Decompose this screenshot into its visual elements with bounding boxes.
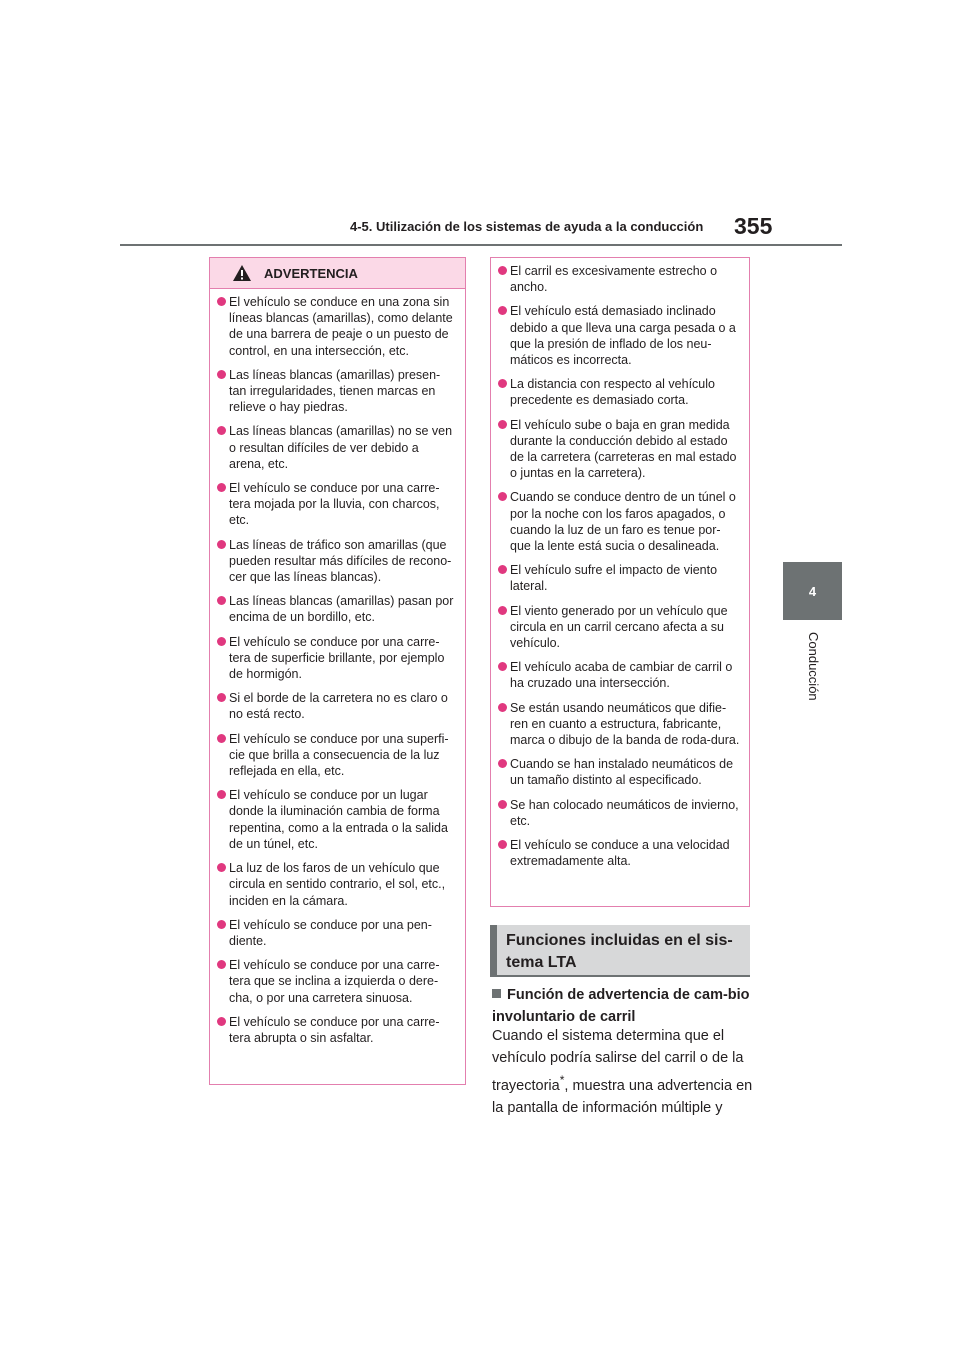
list-item-text: Se están usando neumáticos que difie-ren en cuanto a estructura, fabricante, marca o dibujo de la banda de roda-dura. [510, 700, 740, 748]
chapter-tab [783, 562, 842, 620]
section-heading: Funciones incluidas en el sis-tema LTA [506, 932, 733, 971]
bullet-icon [217, 483, 226, 492]
list-item [498, 756, 741, 788]
list-item-text: Las líneas blancas (amarillas) no se ven o resultan difíciles de ver debido a arena, etc. [229, 424, 453, 471]
section-heading-box [490, 925, 750, 976]
page-number: 355 [734, 213, 773, 239]
bullet-icon [498, 379, 507, 388]
list-item [217, 1014, 457, 1046]
warning-header [210, 258, 465, 289]
warning-title: ADVERTENCIA [264, 265, 358, 281]
list-item-text: El vehículo se conduce por una carre-tera mojada por la lluvia, con charcos, etc. [229, 481, 440, 528]
list-item-text: El vehículo se conduce por una carre-tera que se inclina a izquierda o dere-cha, o por una carretera sinuosa. [229, 958, 440, 1005]
warning-box-continued [490, 257, 750, 907]
list-item-text: El vehículo se conduce en una zona sin líneas blancas (amarillas), como delante de una barrera de peaje o un puesto de control, en una intersección, etc. [229, 295, 453, 358]
body-paragraph [492, 1025, 754, 1119]
list-item [217, 593, 457, 625]
bullet-icon [217, 693, 226, 702]
list-item [498, 263, 741, 295]
list-item [498, 797, 741, 829]
list-item [498, 837, 741, 869]
list-item-text: El vehículo sube o baja en gran medida durante la conducción debido al estado de la carretera (carreteras en mal estado o juntas en la carretera). [510, 417, 737, 481]
list-item-text: Si el borde de la carretera no es claro o no está recto. [229, 691, 448, 722]
list-item-text: Cuando se han instalado neumáticos de un tamaño distinto al especificado. [510, 757, 734, 788]
section-rule [490, 975, 750, 977]
list-item [217, 367, 457, 416]
list-item-text: El vehículo se conduce por una pen-diente. [229, 917, 432, 948]
bullet-icon [498, 266, 507, 275]
list-item-text: El vehículo se conduce por una carre-tera de superficie brillante, por ejemplo de hormigón. [229, 634, 445, 682]
list-item-text: El carril es excesivamente estrecho o ancho. [510, 264, 718, 295]
bullet-icon [498, 703, 507, 712]
subheading [492, 984, 754, 1028]
list-item-text: El vehículo acaba de cambiar de carril o ha cruzado una intersección. [510, 660, 733, 691]
bullet-icon [498, 565, 507, 574]
list-item [217, 860, 457, 909]
warning-list-continued [491, 258, 749, 870]
list-item [217, 690, 457, 722]
list-item-text: El viento generado por un vehículo que circula en un carril cercano afecta a su vehículo. [510, 603, 728, 651]
bullet-icon [498, 840, 507, 849]
list-item-text: El vehículo se conduce a una velocidad extremadamente alta. [510, 838, 730, 869]
bullet-icon [217, 920, 226, 929]
list-item [217, 731, 457, 780]
bullet-icon [498, 306, 507, 315]
bullet-icon [217, 637, 226, 646]
list-item-text: La distancia con respecto al vehículo precedente es demasiado corta. [510, 377, 715, 408]
footnote-asterisk: * [559, 1073, 565, 1087]
list-item [498, 562, 741, 594]
bullet-icon [217, 790, 226, 799]
warning-triangle-icon [232, 264, 252, 282]
bullet-icon [498, 759, 507, 768]
bullet-icon [217, 426, 226, 435]
section-title: 4-5. Utilización de los sistemas de ayuda a la conducción [350, 219, 704, 234]
bullet-icon [498, 662, 507, 671]
chapter-label: Conducción [806, 632, 821, 701]
bullet-icon [217, 863, 226, 872]
list-item [217, 917, 457, 949]
list-item-text: Se han colocado neumáticos de invierno, etc. [510, 797, 739, 828]
bullet-icon [217, 297, 226, 306]
bullet-icon [217, 960, 226, 969]
list-item-text: El vehículo se conduce por una superfi-cie que brilla a consecuencia de la luz reflejada en ella, etc. [229, 731, 449, 779]
body-text-before: Cuando el sistema determina que el vehículo podría salirse del carril o de la trayectoria [492, 1028, 744, 1094]
list-item-text: El vehículo se conduce por una carre-tera abrupta o sin asfaltar. [229, 1014, 440, 1045]
bullet-icon [217, 540, 226, 549]
list-item [217, 787, 457, 852]
list-item-text: La luz de los faros de un vehículo que circula en sentido contrario, el sol, etc., inciden en la cámara. [229, 861, 446, 908]
list-item [217, 537, 457, 586]
bullet-icon [217, 596, 226, 605]
list-item-text: Las líneas de tráfico son amarillas (que pueden resultar más difíciles de recono-cer que las líneas blancas). [229, 537, 452, 585]
header-rule [120, 244, 842, 246]
warning-list [210, 289, 465, 1046]
list-item [498, 303, 741, 368]
list-item [217, 294, 457, 359]
list-item [217, 634, 457, 683]
list-item [498, 603, 741, 652]
list-item-text: El vehículo se conduce por un lugar donde la iluminación cambia de forma repentina, como a la entrada o la salida de un túnel, etc. [229, 788, 448, 851]
bullet-icon [498, 492, 507, 501]
list-item-text: Las líneas blancas (amarillas) presen-tan irregularidades, tienen marcas en relieve o hay piedras. [229, 367, 441, 415]
list-item-text: El vehículo sufre el impacto de viento lateral. [510, 563, 718, 594]
square-bullet-icon [492, 989, 501, 998]
bullet-icon [498, 606, 507, 615]
list-item [217, 957, 457, 1006]
list-item-text: Las líneas blancas (amarillas) pasan por encima de un bordillo, etc. [229, 594, 454, 625]
list-item-text: El vehículo está demasiado inclinado debido a que lleva una carga pesada o a que la presión de inflado de los neu-máticos es incorrecta. [510, 304, 736, 368]
bullet-icon [217, 1017, 226, 1026]
list-item [498, 417, 741, 482]
list-item [498, 376, 741, 408]
list-item [217, 423, 457, 472]
warning-box [209, 257, 466, 1085]
bullet-icon [498, 420, 507, 429]
list-item [498, 659, 741, 691]
body-text-after: , muestra una advertencia en la pantalla de información múltiple y [492, 1077, 753, 1116]
list-item-text: Cuando se conduce dentro de un túnel o por la noche con los faros apagados, o cuando la luz de un faro es tenue por-que la lente está sucia o desalineada. [510, 490, 736, 554]
bullet-icon [498, 800, 507, 809]
bullet-icon [217, 370, 226, 379]
list-item [498, 700, 741, 749]
list-item [217, 480, 457, 529]
chapter-number: 4 [808, 583, 817, 599]
bullet-icon [217, 734, 226, 743]
list-item [498, 489, 741, 554]
subheading-text: Función de advertencia de cam-bio involuntario de carril [492, 987, 750, 1025]
